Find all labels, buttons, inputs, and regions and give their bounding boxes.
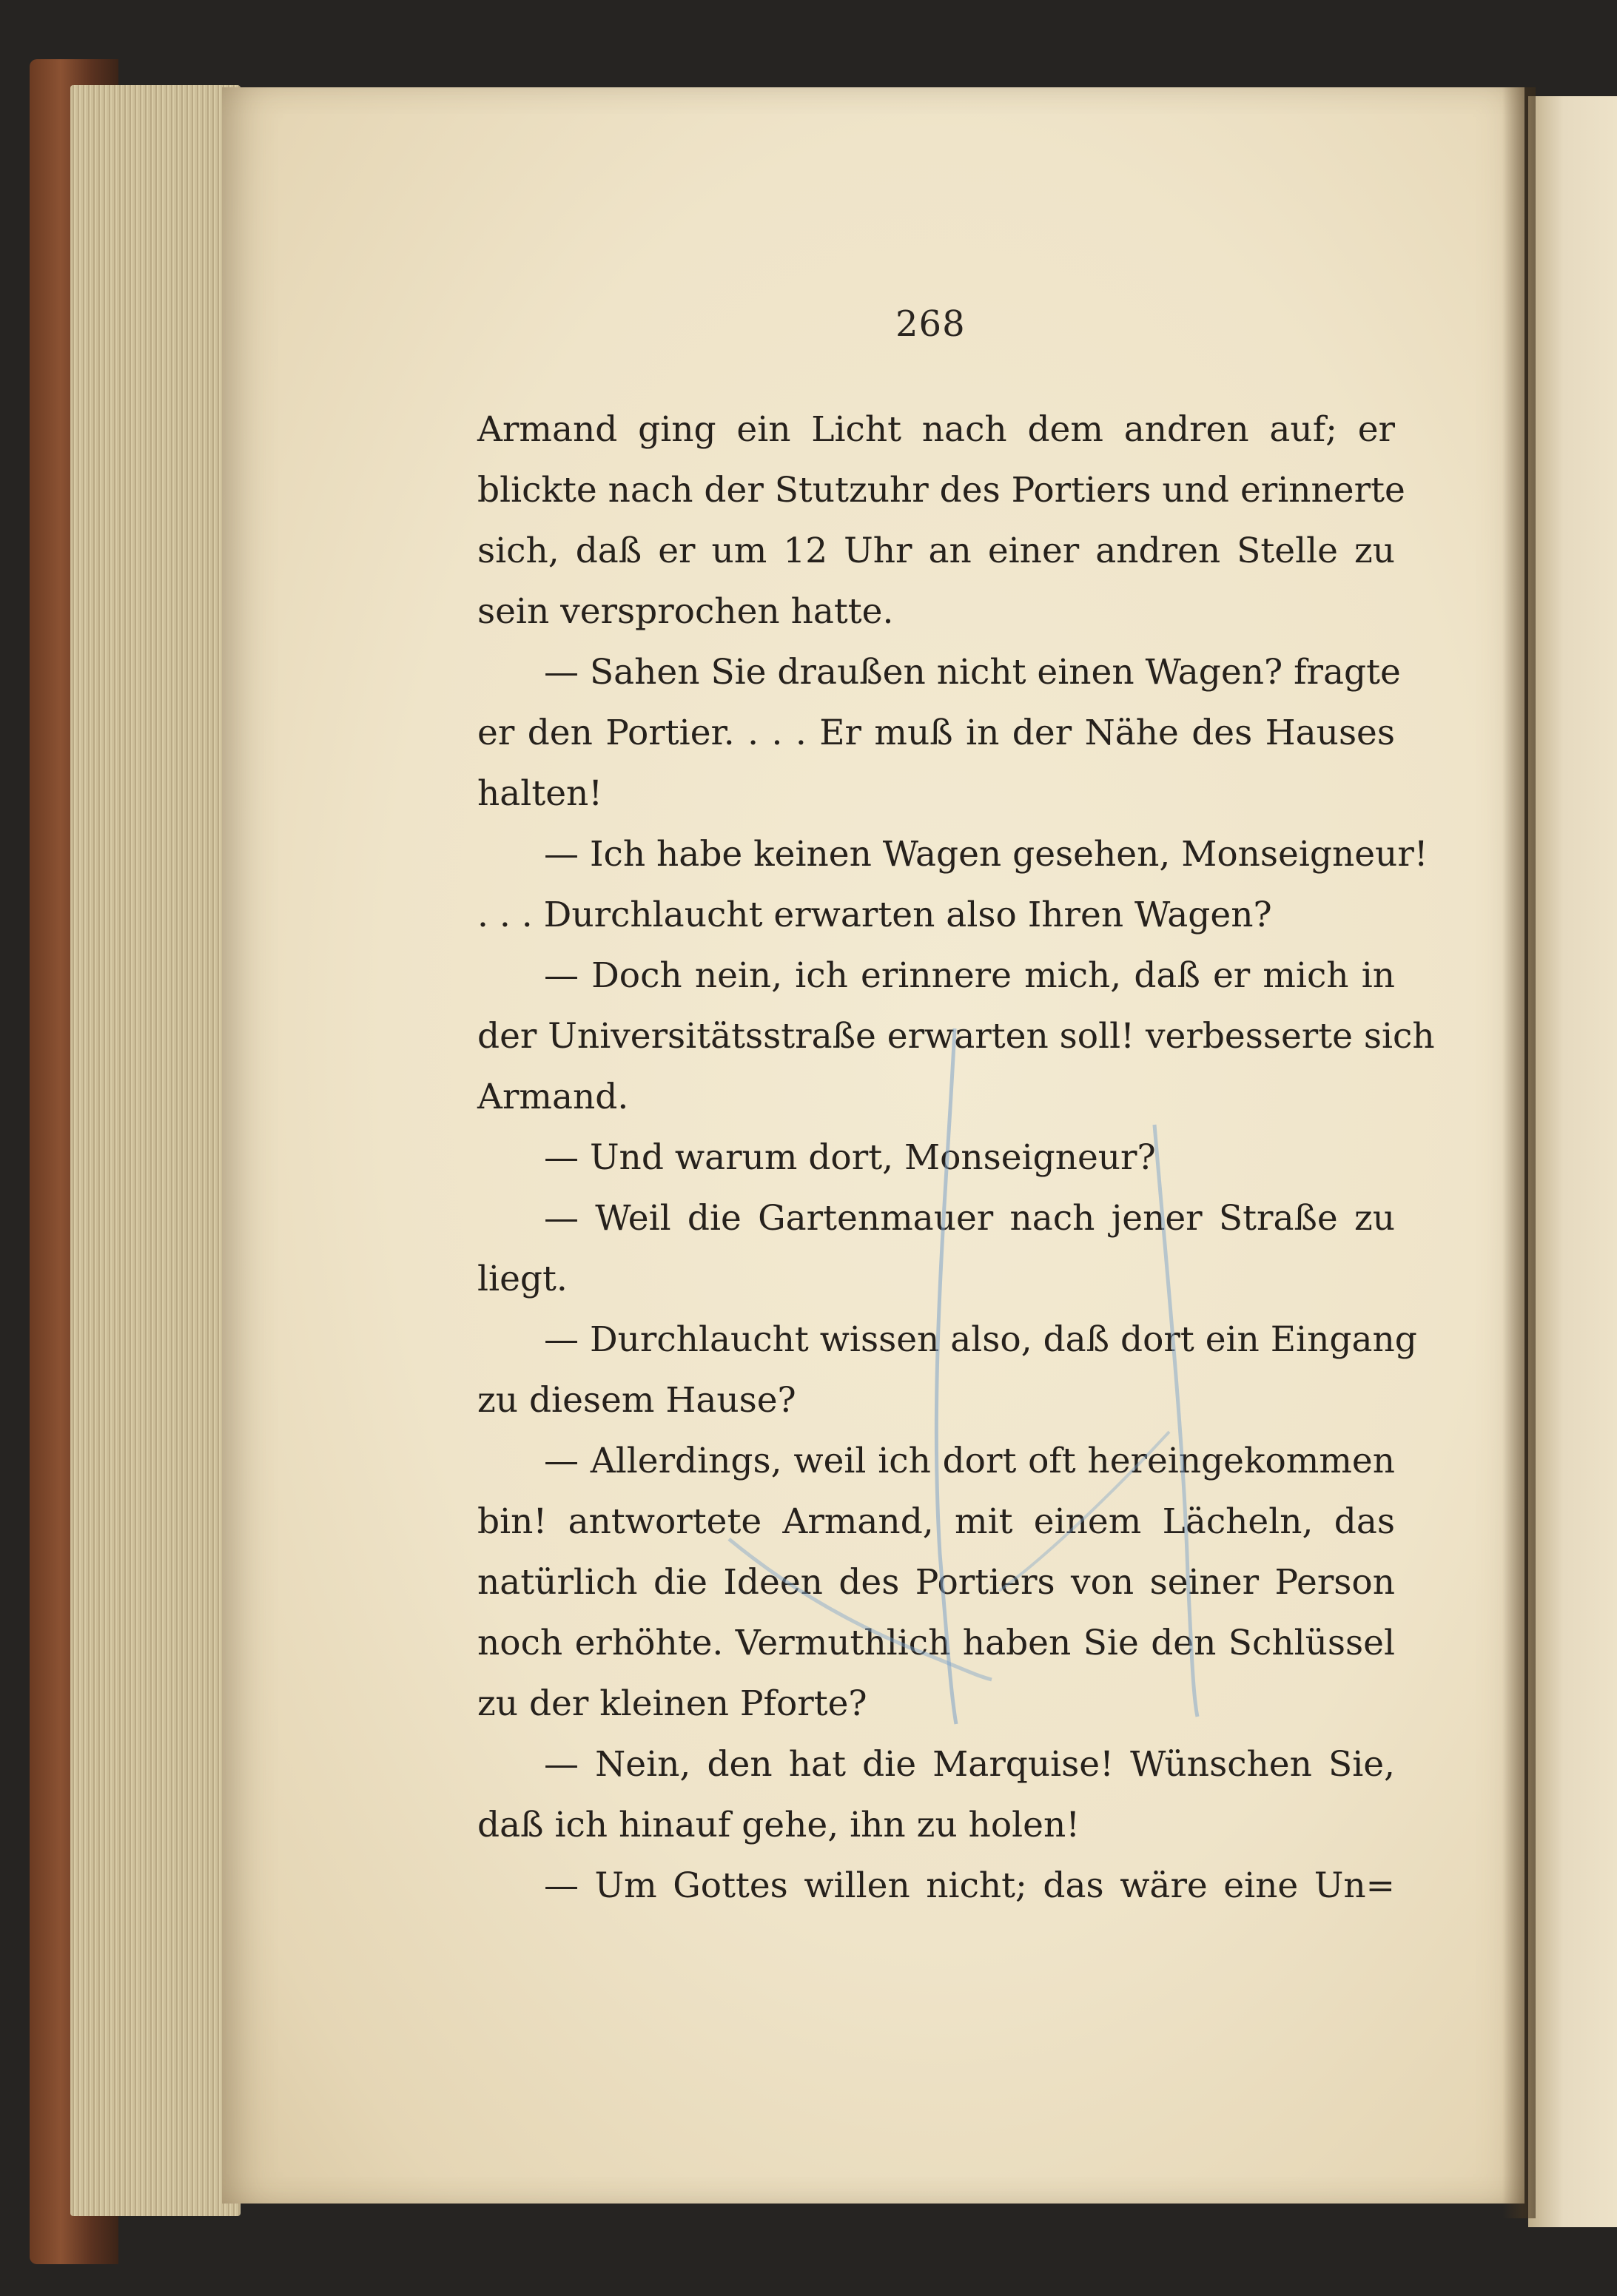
text-line: natürlich die Ideen des Portiers von seiner Person [477,1562,1395,1603]
text-line: sein versprochen hatte. [477,591,894,632]
text-line: Armand ging ein Licht nach dem andren auf; er [477,409,1395,450]
text-line: — Nein, den hat die Marquise! Wünschen Sie, [544,1744,1395,1785]
body-text [477,400,1435,1916]
text-line: daß ich hinauf gehe, ihn zu holen! [477,1805,1080,1845]
text-line: sich, daß er um 12 Uhr an einer andren Stelle zu [477,531,1395,571]
text-line: — Und warum dort, Monseigneur? [544,1137,1156,1178]
text-line: — Ich habe keinen Wagen gesehen, Monseigneur! [544,834,1428,875]
text-line: zu diesem Hause? [477,1380,796,1421]
page-gutter-shadow [1502,87,1536,2218]
page-number: 268 [895,303,966,345]
text-line: — Allerdings, weil ich dort oft hereingekommen [544,1441,1395,1481]
text-line: — Durchlaucht wissen also, daß dort ein Eingang [544,1319,1417,1360]
text-line: noch erhöhte. Vermuthlich haben Sie den Schlüssel [477,1623,1395,1663]
text-line: Armand. [477,1077,629,1117]
text-line: halten! [477,773,603,814]
text-line: bin! antwortete Armand, mit einem Lächeln, das [477,1501,1395,1542]
text-line: er den Portier. . . . Er muß in der Nähe des Hauses [477,713,1395,753]
text-line: liegt. [477,1259,568,1299]
text-line: — Um Gottes willen nicht; das wäre eine Un= [544,1865,1395,1906]
facing-page [1528,96,1617,2227]
text-line: der Universitätsstraße erwarten soll! verbesserte sich [477,1016,1435,1057]
text-line: — Doch nein, ich erinnere mich, daß er mich in [544,955,1395,996]
text-line: blickte nach der Stutzuhr des Portiers und erinnerte [477,470,1405,511]
text-line: — Weil die Gartenmauer nach jener Straße zu [544,1198,1395,1239]
text-line: zu der kleinen Pforte? [477,1683,867,1724]
page-edges [70,85,241,2216]
text-line: . . . Durchlaucht erwarten also Ihren Wagen? [477,895,1272,935]
text-line: — Sahen Sie draußen nicht einen Wagen? fragte [544,652,1401,693]
